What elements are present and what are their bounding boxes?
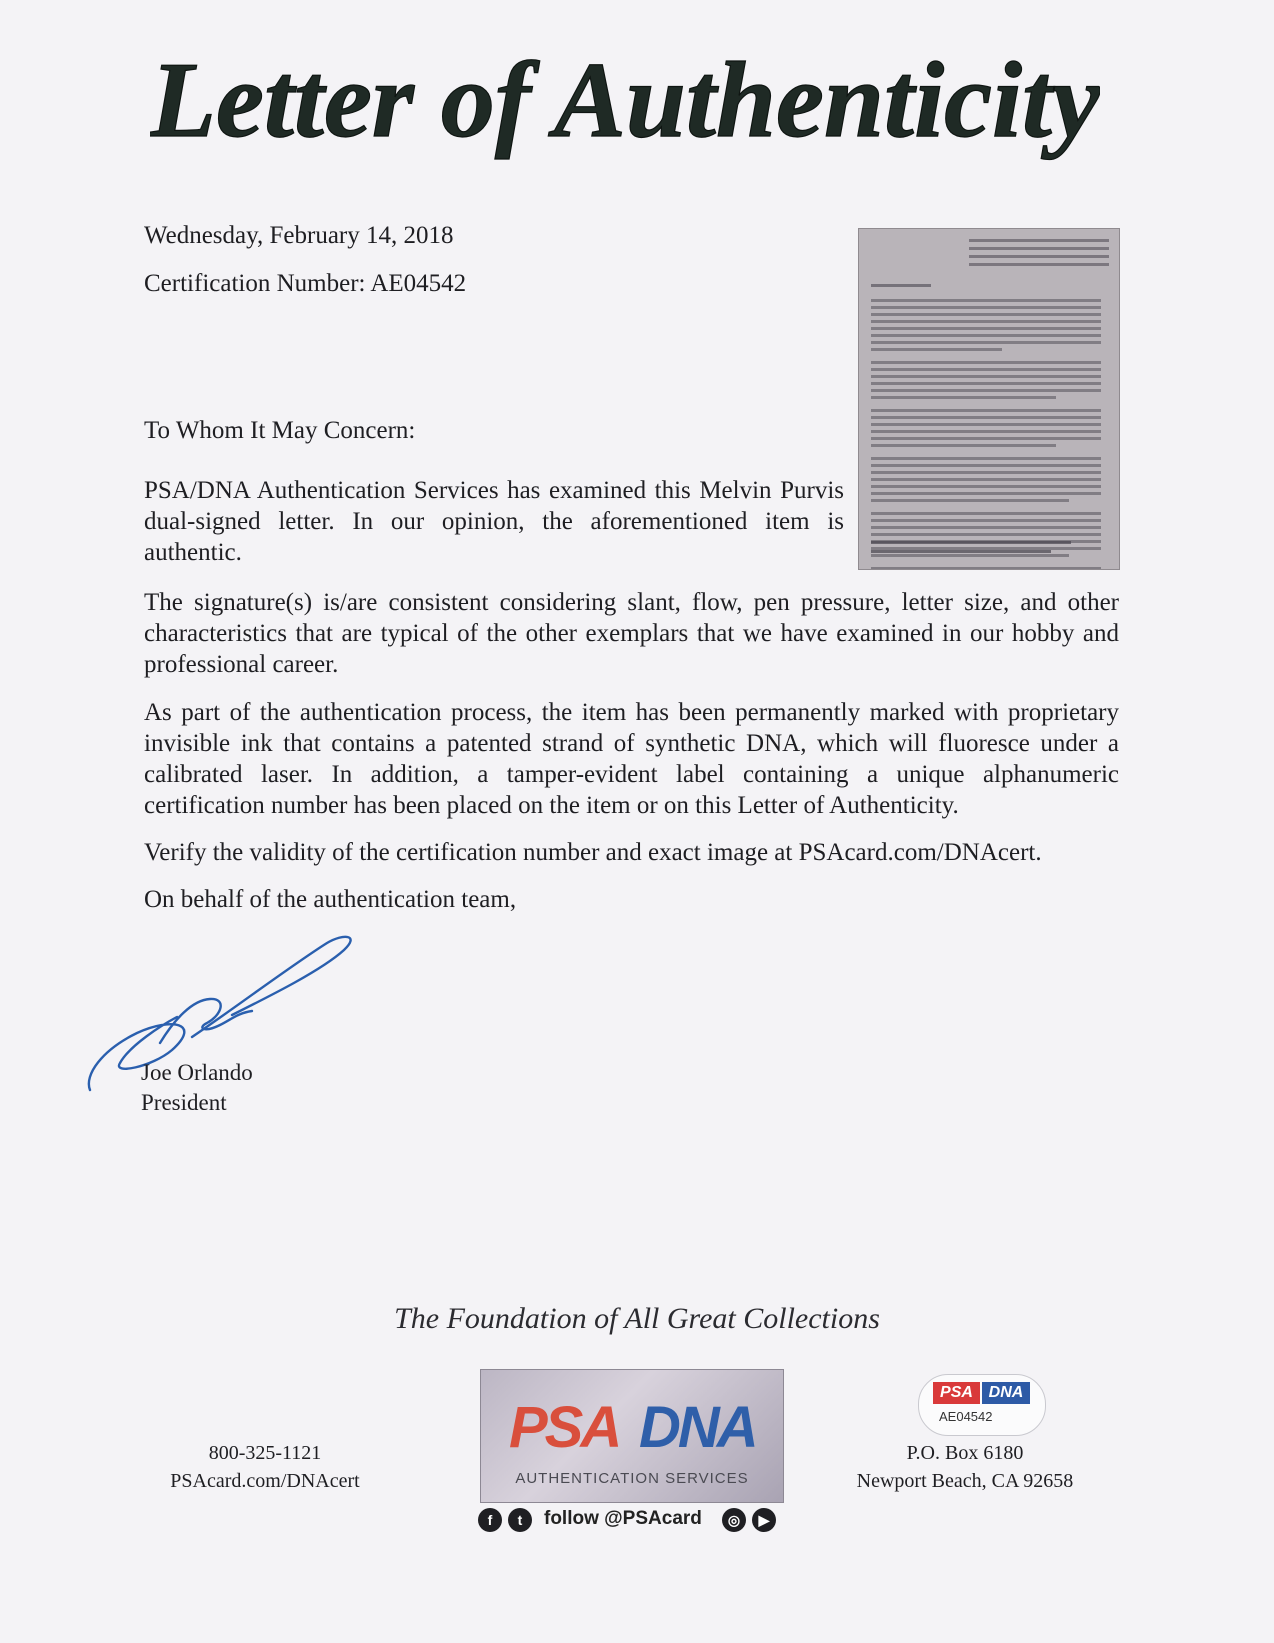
youtube-icon: ▶	[752, 1508, 776, 1532]
sticker-logo	[933, 1382, 1030, 1404]
title-text: Letter of Authenticity	[150, 41, 1100, 160]
psa-dna-logo	[480, 1369, 784, 1503]
footer-tagline: The Foundation of All Great Collections	[394, 1302, 880, 1335]
sticker-cert-number: AE04542	[939, 1409, 993, 1424]
salutation: To Whom It May Concern:	[144, 417, 416, 444]
instagram-icon: ◎	[722, 1508, 746, 1532]
website-link: PSAcard.com/DNAcert	[170, 1470, 360, 1492]
address-line-1: P.O. Box 6180	[906, 1442, 1024, 1464]
item-thumbnail-image	[858, 228, 1120, 570]
social-bar	[478, 1506, 788, 1536]
facebook-icon: f	[478, 1508, 502, 1532]
sticker-psa: PSA	[933, 1382, 980, 1404]
contact-info	[150, 1439, 380, 1495]
letter-title	[150, 18, 1100, 188]
paragraph-opinion: PSA/DNA Authentication Services has examined this Melvin Purvis dual-signed letter. In our opinion, the aforementioned item is authentic.	[144, 477, 844, 566]
paragraph-closing: On behalf of the authentication team,	[144, 886, 517, 913]
signer-title: President	[141, 1090, 227, 1115]
mailing-address	[850, 1439, 1080, 1495]
certification-number: Certification Number: AE04542	[144, 270, 467, 297]
social-handle: follow @PSAcard	[544, 1508, 702, 1529]
letter-date: Wednesday, February 14, 2018	[144, 222, 454, 249]
paragraph-dna-process: As part of the authentication process, the item has been permanently marked with proprietary invisible ink that contains a patented strand of synthetic DNA, which will fluoresce under a calibrated laser. In addition, a tamper-evident label containing a unique alphanumeric certification number has been placed on the item or on this Letter of Authenticity.	[144, 699, 1119, 819]
paragraph-verify: Verify the validity of the certification number and exact image at PSAcard.com/DNAcert.	[144, 839, 1042, 866]
certification-sticker	[918, 1374, 1046, 1436]
logo-subtitle: AUTHENTICATION SERVICES	[515, 1470, 749, 1487]
signer-name: Joe Orlando	[141, 1060, 253, 1085]
logo-dna-text: DNA	[639, 1395, 756, 1460]
phone-number: 800-325-1121	[208, 1442, 322, 1464]
address-line-2: Newport Beach, CA 92658	[856, 1470, 1074, 1492]
sticker-dna: DNA	[982, 1382, 1030, 1404]
logo-psa-text: PSA	[509, 1395, 620, 1460]
twitter-icon: t	[508, 1508, 532, 1532]
paragraph-signature-analysis: The signature(s) is/are consistent considering slant, flow, pen pressure, letter size, and other characteristics that are typical of the other exemplars that we have examined in our hobby and professional career.	[144, 589, 1119, 678]
